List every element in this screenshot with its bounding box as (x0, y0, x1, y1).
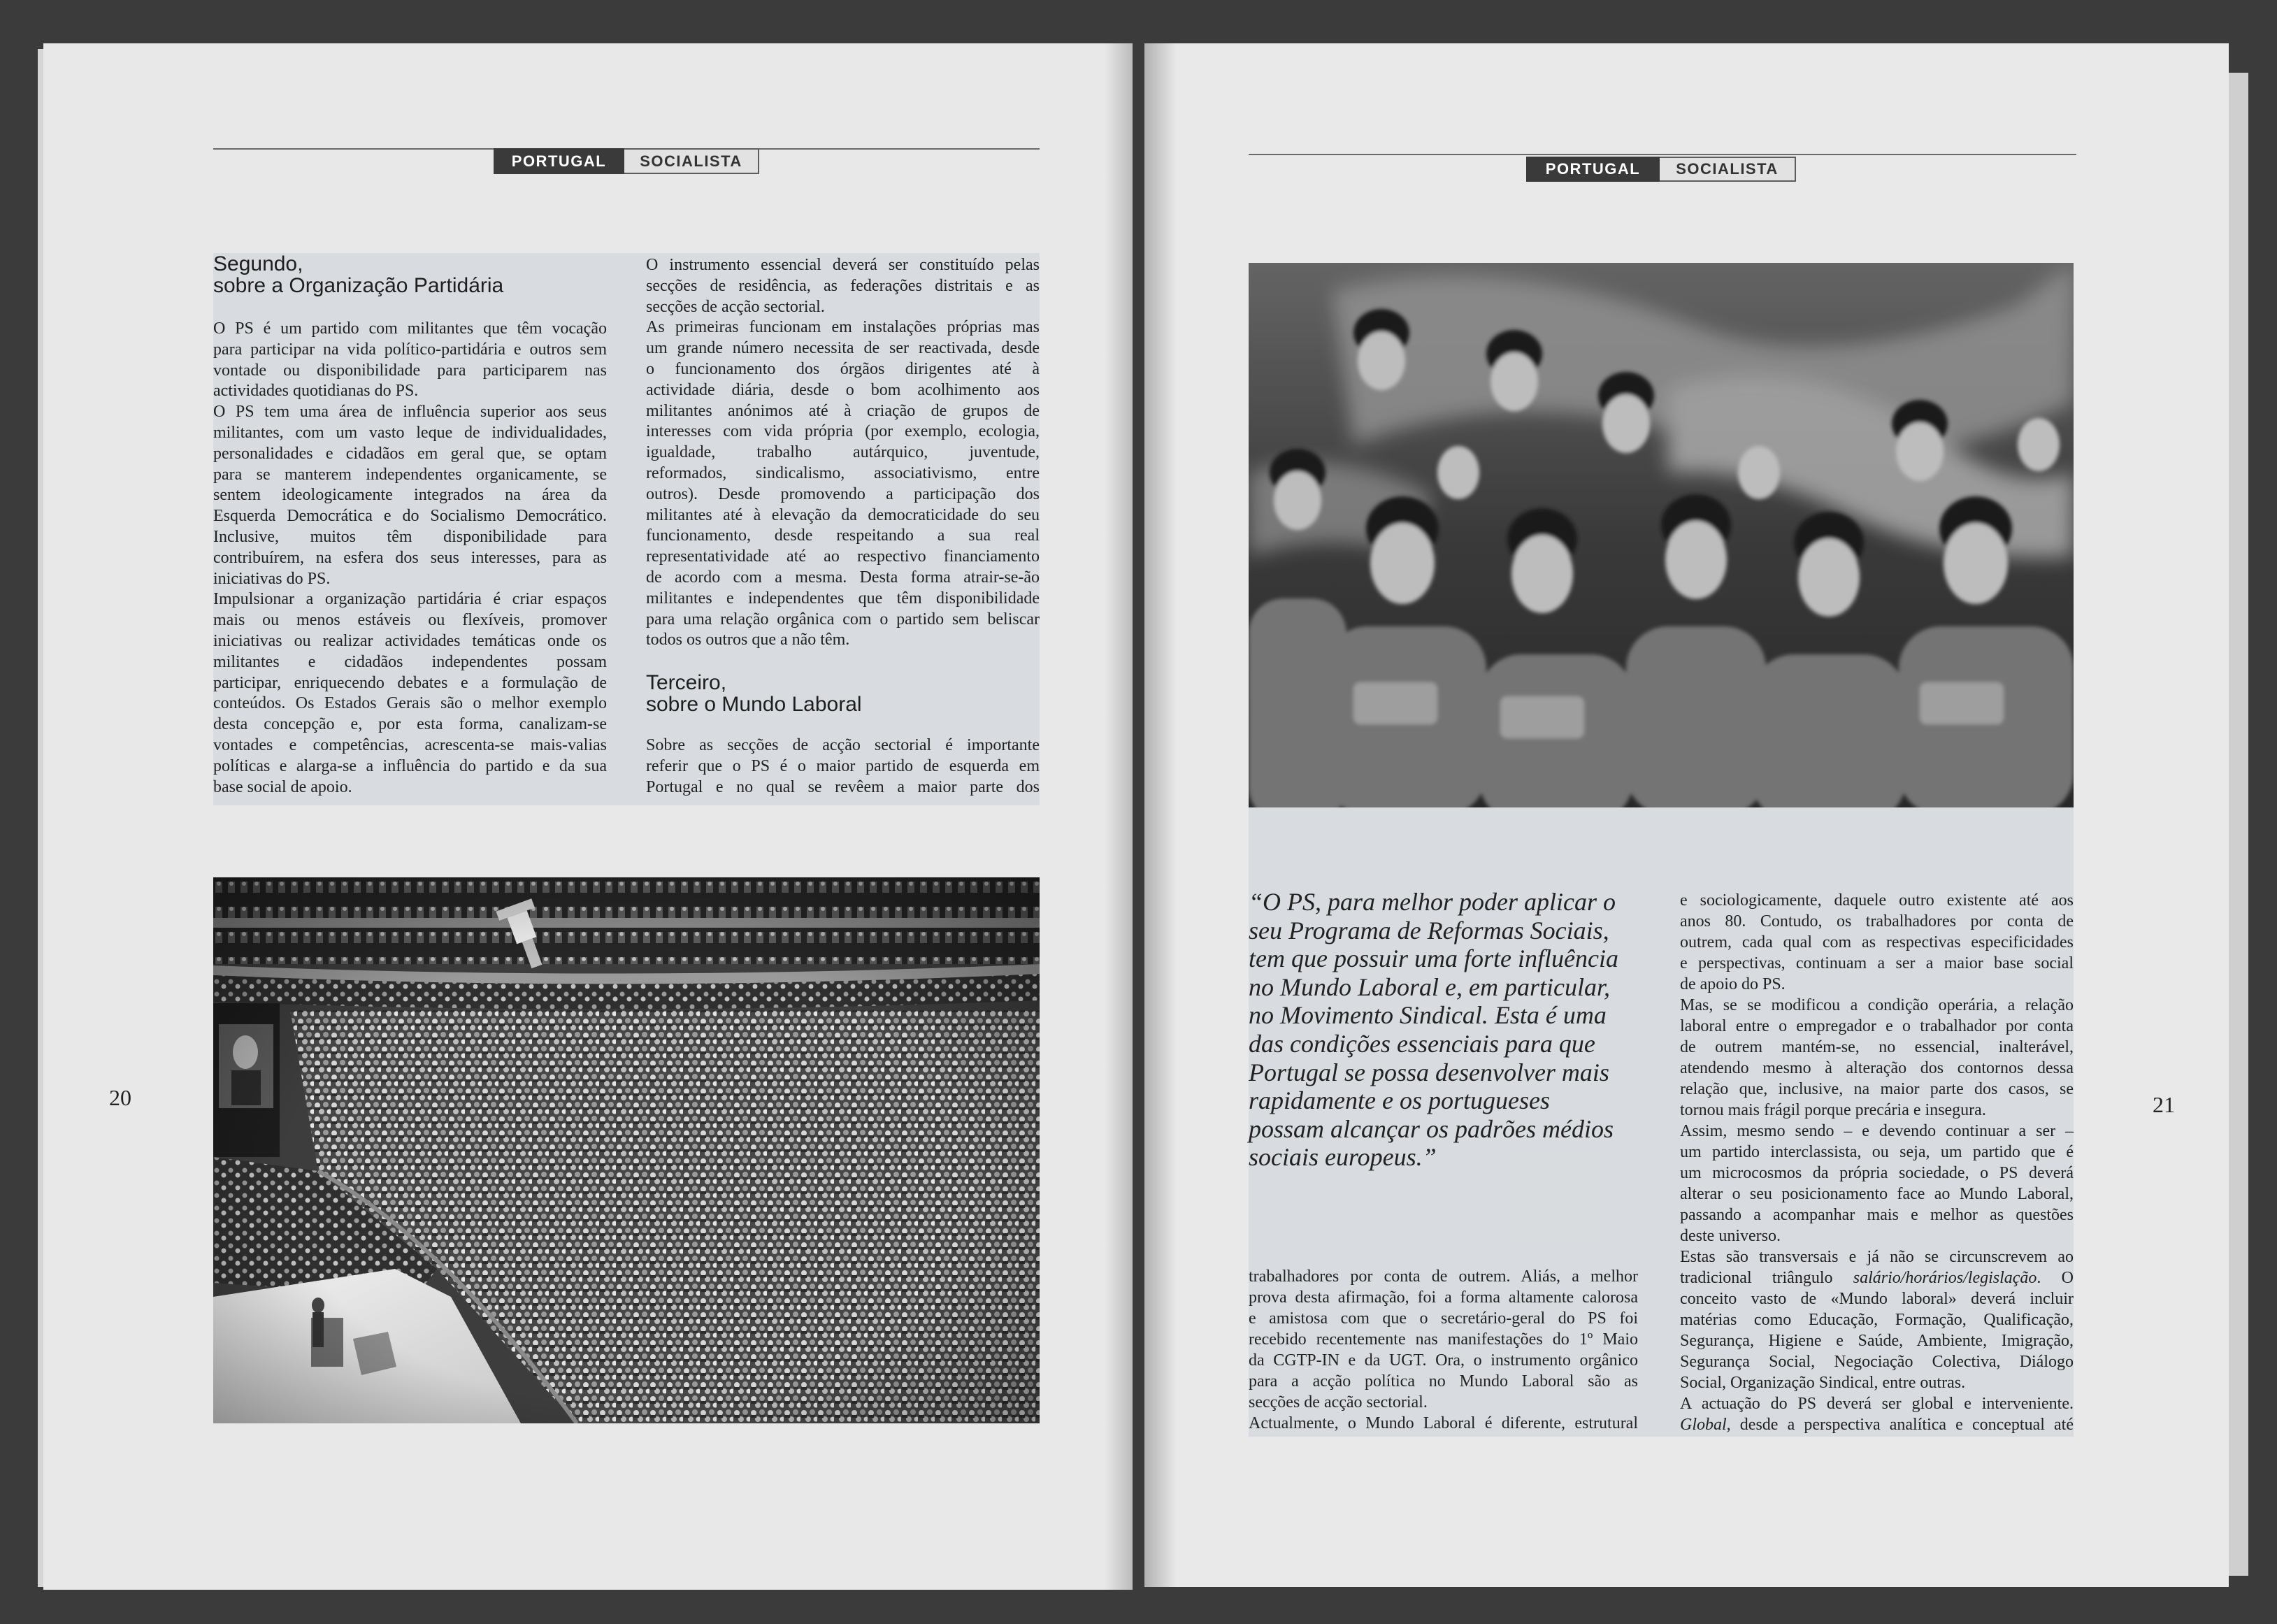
text-line: secções de acção sectorial. (1249, 1393, 1428, 1411)
paragraph (1680, 1246, 2074, 1393)
header-brand-socialista: SOCIALISTA (1660, 157, 1796, 182)
paragraph (1249, 1413, 1638, 1434)
text-line: passando a acompanhar mais e melhor as questões (1680, 1206, 2074, 1224)
text-line: o funcionamento dos órgãos dirigentes até à (646, 359, 1040, 378)
text-line: de acordo com a mesma. Desta forma atrair-se-ão (646, 568, 1040, 587)
text-line: e perspectivas, continuam a ser a maior base social (1680, 954, 2074, 972)
paragraph (646, 255, 1040, 317)
text-line: Actualmente, o Mundo Laboral é diferente, estrutural (1249, 1414, 1638, 1432)
paragraph (1680, 890, 2074, 995)
text-line: contribuírem, na esfera dos seus interesses, para as (213, 548, 607, 567)
text-line: tem que possuir uma forte influência (1249, 944, 1618, 973)
right-page (1144, 43, 2229, 1587)
text-line: no Mundo Laboral e, em particular, (1249, 972, 1610, 1001)
left-page (43, 43, 1133, 1590)
heading-line: sobre o Mundo Laboral (646, 693, 862, 716)
article-column-2 (1680, 890, 2074, 1435)
text-line: vontades e competências, acrescenta-se mais-valias (213, 735, 607, 754)
text-line: possam alcançar os padrões médios (1249, 1114, 1614, 1143)
text-line: militantes e independentes que têm disponibilidade (646, 589, 1040, 608)
text-line: um microcosmos da própria sociedade, o PS deverá (1680, 1164, 2074, 1182)
text-line: secções de residência, as federações distritais e as (646, 276, 1040, 295)
text-line: personalidades e cidadãos em geral que, se optam (213, 444, 607, 463)
text-line: um grande número necessita de ser reactivada, desde (646, 339, 1040, 358)
page-number: 21 (2153, 1092, 2175, 1117)
text-line: Estas são transversais e já não se circunscrevem ao (1680, 1248, 2074, 1266)
text-line: matérias como Educação, Formação, Qualificação, (1680, 1311, 2074, 1329)
header-rule (1249, 154, 2076, 155)
text-line: actividade diária, desde o bom acolhimento aos (646, 380, 1040, 399)
text-line: recebido recentemente nas manifestações do 1º Maio (1249, 1330, 1638, 1349)
text-line: militantes, com um vasto leque de individualidades, (213, 423, 607, 442)
text-line: atendendo mesmo à alteração dos contornos dessa (1680, 1059, 2074, 1077)
text-line: para a acção política no Mundo Laboral são as (1249, 1372, 1638, 1391)
text-line: desta concepção e, por esta forma, canalizam-se (213, 715, 607, 734)
text-line: Assim, mesmo sendo – e devendo continuar a ser – (1680, 1122, 2074, 1140)
text-line: das condições essenciais para que (1249, 1029, 1595, 1058)
text-line: As primeiras funcionam em instalações próprias mas (646, 318, 1040, 337)
article-column-2-continued (646, 735, 1040, 798)
paragraph (646, 735, 1040, 798)
text-line: no Movimento Sindical. Esta é uma (1249, 1001, 1607, 1030)
text-line: O instrumento essencial deverá ser constituído pelas (646, 256, 1040, 274)
text-line: funcionamento, desde respeitando a sua real (646, 526, 1040, 545)
text-line: para se manterem independentes organicamente, se (213, 465, 607, 484)
text-line: prova desta afirmação, foi a forma altamente calorosa (1249, 1288, 1638, 1307)
paragraph (1249, 888, 1640, 1172)
text-line: Global, desde a perspectiva analítica e conceptual até (1680, 1416, 2074, 1434)
text-line: de outrem mantém-se, no essencial, inalterável, (1680, 1038, 2074, 1056)
text-line: tradicional triângulo salário/horários/legislação. O (1680, 1269, 2074, 1287)
paragraph (646, 317, 1040, 651)
text-line: conceito vasto de «Mundo laboral» deverá incluir (1680, 1290, 2074, 1308)
text-line: relação que, inclusive, na maior parte dos casos, se (1680, 1080, 2074, 1098)
text-line: O PS tem uma área de influência superior aos seus (213, 403, 607, 422)
text-line: alterar o seu posicionamento face ao Mundo Laboral, (1680, 1185, 2074, 1203)
text-line: O PS é um partido com militantes que têm vocação (213, 319, 607, 338)
text-line: seu Programa de Reformas Sociais, (1249, 916, 1609, 944)
text-line: vontade ou disponibilidade para participarem nas (213, 361, 607, 380)
text-line: “O PS, para melhor poder aplicar o (1249, 888, 1616, 916)
text-line: anos 80. Contudo, os trabalhadores por conta de (1680, 912, 2074, 930)
text-line: laboral entre o empregador e o trabalhador por conta (1680, 1017, 2074, 1035)
paragraph (1680, 995, 2074, 1121)
heading-line: sobre a Organização Partidária (213, 274, 504, 297)
paragraph (213, 402, 607, 589)
text-line: A actuação do PS deverá ser global e interveniente. (1680, 1395, 2074, 1413)
text-line: Segurança Social, Negociação Colectiva, Diálogo (1680, 1353, 2074, 1371)
heading-line: Terceiro, (646, 671, 727, 694)
text-line: para participar na vida político-partidária e outros sem (213, 340, 607, 359)
text-line: conteúdos. Os Estados Gerais são o melhor exemplo (213, 694, 607, 713)
crowd-photo (1249, 263, 2074, 807)
text-line: base social de apoio. (213, 777, 352, 796)
article-column-2 (646, 255, 1040, 651)
text-line: representatividade até ao respectivo financiamento (646, 547, 1040, 566)
italic-term: salário/horários/legislação (1853, 1269, 2037, 1287)
underlying-page-edge (2227, 73, 2248, 1576)
text-line: Mas, se se modificou a condição operária, a relação (1680, 996, 2074, 1014)
text-line: Impulsionar a organização partidária é criar espaços (213, 590, 607, 609)
text-line: actividades quotidianas do PS. (213, 382, 419, 401)
header-brand-socialista: SOCIALISTA (624, 148, 759, 174)
paragraph (213, 319, 607, 402)
text-line: iniciativas ou realizar actividades temáticas onde os (213, 631, 607, 650)
page-number: 20 (109, 1085, 131, 1110)
paragraph (1680, 1393, 2074, 1435)
article-column-1 (213, 319, 607, 798)
italic-term: Global, (1680, 1416, 1731, 1434)
text-line: tornou mais frágil porque precária e insegura. (1680, 1101, 1986, 1119)
text-line: iniciativas do PS. (213, 569, 331, 588)
text-line: militantes e cidadãos independentes possam (213, 652, 607, 671)
header-brand-portugal: PORTUGAL (494, 148, 624, 174)
text-line: um partido interclassista, ou seja, um partido que é (1680, 1143, 2074, 1161)
text-line: militantes anónimos até à criação de grupos de (646, 401, 1040, 420)
section-heading-terceiro (646, 672, 862, 715)
paragraph (213, 589, 607, 798)
text-line: de apoio do PS. (1680, 975, 1786, 993)
text-line: e amistosa com que o secretário-geral do PS foi (1249, 1309, 1638, 1328)
text-line: outros). Desde promovendo a participação dos (646, 484, 1040, 503)
text-line: participar, enriquecendo debates e a formulação de (213, 673, 607, 692)
text-line: sociais europeus.” (1249, 1143, 1437, 1172)
text-line: igualdade, trabalho autárquico, juventude, (646, 443, 1040, 462)
text-line: Portugal e no qual se revêem a maior parte dos (646, 777, 1040, 796)
auditorium-photo (213, 877, 1040, 1423)
text-line: mais ou menos estáveis ou flexíveis, promover (213, 611, 607, 630)
text-line: trabalhadores por conta de outrem. Aliás, a melhor (1249, 1267, 1638, 1286)
text-line: interesses com vida própria (por exemplo, ecologia, (646, 422, 1040, 441)
pull-quote (1249, 888, 1640, 1172)
text-line: Segurança, Higiene e Saúde, Ambiente, Imigração, (1680, 1332, 2074, 1350)
article-column-1 (1249, 1266, 1638, 1434)
text-line: políticas e alarga-se a influência do partido e da sua (213, 756, 607, 775)
text-line: Inclusive, muitos têm disponibilidade para (213, 527, 607, 546)
text-line: Social, Organização Sindical, entre outras. (1680, 1374, 1966, 1392)
paragraph (1249, 1266, 1638, 1413)
text-line: sentem ideologicamente integrados na área da (213, 486, 607, 505)
text-line: militantes até à elevação da democraticidade do seu (646, 505, 1040, 524)
text-line: rapidamente e os portugueses (1249, 1086, 1550, 1115)
text-line: reformados, sindicalismo, associativismo, entre (646, 464, 1040, 482)
text-line: referir que o PS é o maior partido de esquerda em (646, 756, 1040, 775)
text-line: para uma relação orgânica com o partido sem beliscar (646, 610, 1040, 628)
text-line: Sobre as secções de acção sectorial é importante (646, 736, 1040, 754)
text-line: e sociologicamente, daquele outro existente até aos (1680, 891, 2074, 910)
text-line: todos os outros que a não têm. (646, 631, 850, 649)
header-brand-portugal: PORTUGAL (1526, 157, 1660, 182)
text-line: outrem, cada qual com as respectivas especificidades (1680, 933, 2074, 951)
text-line: da CGTP-IN e da UGT. Ora, o instrumento orgânico (1249, 1351, 1638, 1370)
text-line: Esquerda Democrática e do Socialismo Democrático. (213, 507, 607, 526)
text-line: Portugal se possa desenvolver mais (1249, 1058, 1609, 1086)
paragraph (1680, 1121, 2074, 1246)
heading-line: Segundo, (213, 252, 303, 275)
section-heading-segundo (213, 253, 503, 296)
text-line: deste universo. (1680, 1227, 1781, 1245)
text-line: secções de acção sectorial. (646, 297, 825, 316)
